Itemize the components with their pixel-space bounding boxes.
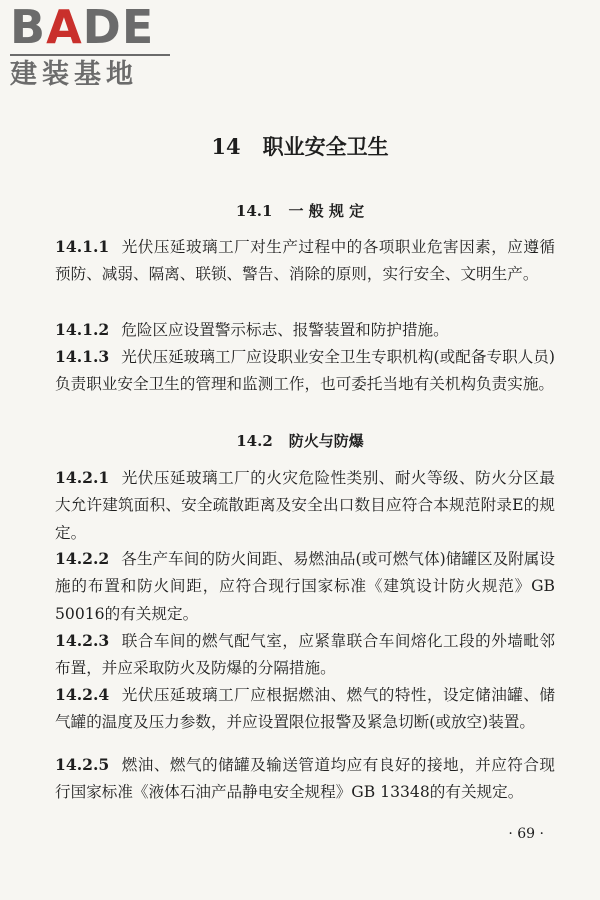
- clause-paragraph: [55, 751, 555, 807]
- clause-number: 14.1.2: [55, 320, 110, 339]
- clause-paragraph: [55, 681, 555, 737]
- logo-divider: [10, 54, 170, 56]
- clause-number: 14.2.3: [55, 631, 110, 650]
- section-number: 14.2: [236, 432, 273, 450]
- chapter-title: [0, 131, 600, 161]
- clause-paragraph: [55, 545, 555, 628]
- clause-number: 14.2.4: [55, 685, 110, 704]
- clause-paragraph: [55, 343, 555, 399]
- clause-paragraph: [55, 627, 555, 683]
- clause-number: 14.2.1: [55, 468, 110, 487]
- logo-brand: BADE: [10, 0, 155, 54]
- section-heading: [0, 430, 600, 451]
- clause-number: 14.2.5: [55, 755, 110, 774]
- clause-paragraph: [55, 316, 555, 344]
- logo-subtitle: 建装基地: [10, 59, 138, 90]
- section-title: 一 般 规 定: [288, 202, 365, 220]
- bade-logo: [10, 0, 175, 90]
- clause-number: 14.2.2: [55, 549, 110, 568]
- clause-number: 14.1.1: [55, 237, 110, 256]
- clause-text: 各生产车间的防火间距、易燃油品(或可燃气体)储罐区及附属设施的布置和防火间距，应符合现行国家标准《建筑设计防火规范》GB 50016的有关规定。: [55, 550, 555, 623]
- section-heading: [0, 200, 600, 221]
- clause-paragraph: [55, 464, 555, 547]
- section-number: 14.1: [235, 202, 273, 220]
- clause-text: 联合车间的燃气配气室，应紧靠联合车间熔化工段的外墙毗邻布置，并应采取防火及防爆的分隔措施。: [55, 632, 555, 678]
- clause-text: 危险区应设置警示标志、报警装置和防护措施。: [121, 321, 449, 339]
- clause-text: 燃油、燃气的储罐及输送管道均应有良好的接地，并应符合现行国家标准《液体石油产品静电安全规程》GB 13348的有关规定。: [55, 756, 555, 802]
- clause-text: 光伏压延玻璃工厂应设职业安全卫生专职机构(或配备专职人员)负责职业安全卫生的管理和监测工作，也可委托当地有关机构负责实施。: [55, 348, 555, 394]
- chapter-number: 14: [211, 134, 241, 159]
- clause-number: 14.1.3: [55, 347, 110, 366]
- clause-text: 光伏压延玻璃工厂对生产过程中的各项职业危害因素，应遵循预防、减弱、隔离、联锁、警告、消除的原则，实行安全、文明生产。: [55, 238, 555, 284]
- clause-text: 光伏压延玻璃工厂应根据燃油、燃气的特性，设定储油罐、储气罐的温度及压力参数，并应设置限位报警及紧急切断(或放空)装置。: [55, 686, 555, 732]
- clause-paragraph: [55, 233, 555, 289]
- clause-text: 光伏压延玻璃工厂的火灾危险性类别、耐火等级、防火分区最大允许建筑面积、安全疏散距离及安全出口数目应符合本规范附录E的规定。: [55, 469, 555, 542]
- section-title: 防火与防爆: [288, 432, 364, 450]
- chapter-title-text: 职业安全卫生: [262, 134, 389, 159]
- page-number: · 69 ·: [508, 826, 544, 842]
